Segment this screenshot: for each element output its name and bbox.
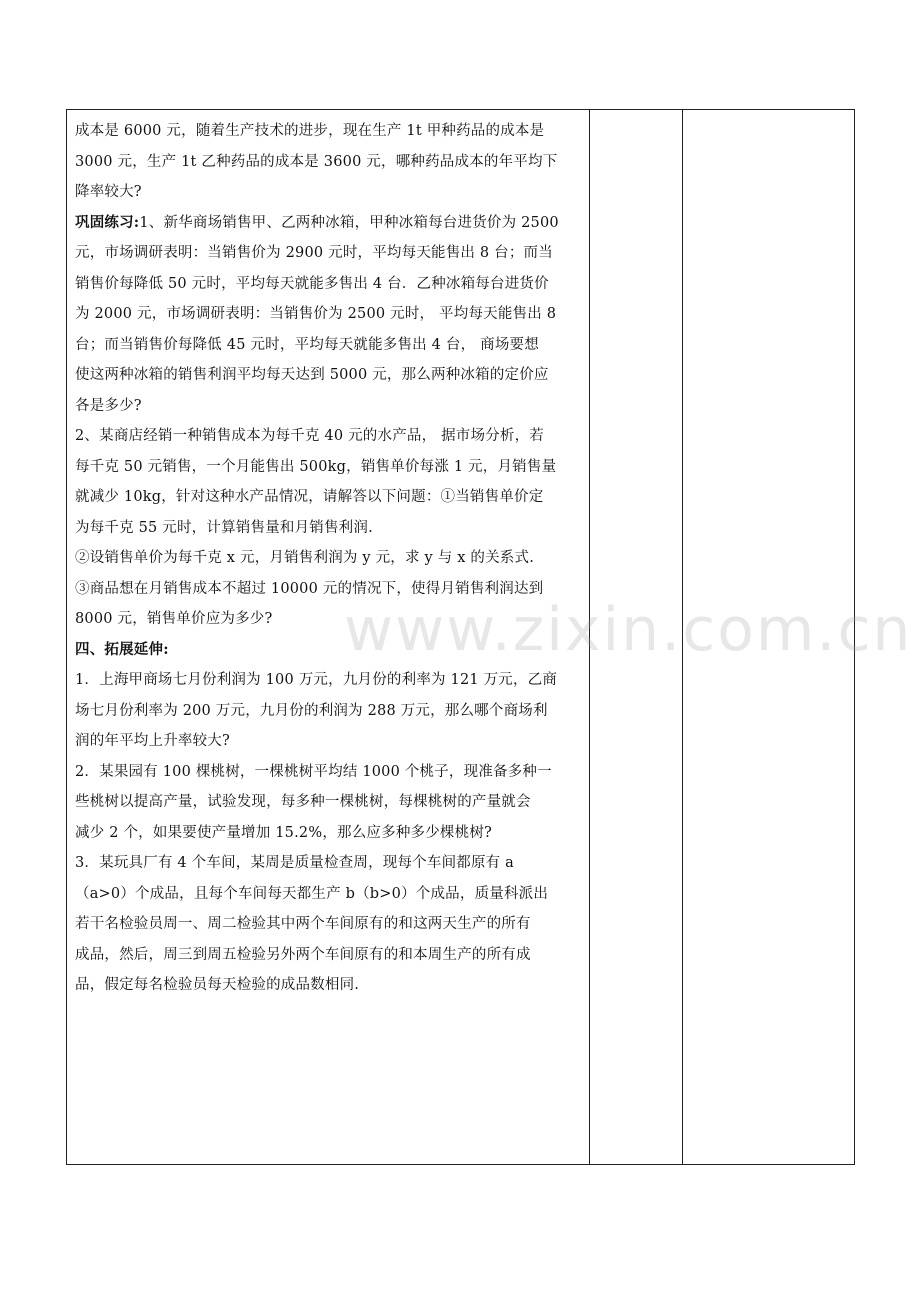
lesson-table [66,109,855,1165]
text-line [75,482,581,513]
text-line [75,604,581,635]
section-heading: 巩固练习: [75,213,140,231]
text-line [75,635,581,666]
line-text: 润的年平均上升率较大? [75,733,230,749]
text-line [75,665,581,696]
text-line [75,879,581,910]
line-text: 品，假定每名检验员每天检验的成品数相同. [75,977,360,993]
line-text: 2．某果园有 100 棵桃树，一棵桃树平均结 1000 个桃子，现准备多种一 [75,763,552,780]
text-block-intro-problem-continued [75,116,581,208]
text-line [75,116,581,147]
blank-notes-cell [683,110,855,1165]
text-line [75,330,581,361]
text-line [75,848,581,879]
text-line [75,208,581,239]
text-line [75,726,581,757]
section-heading: 四、拓展延伸: [75,640,169,658]
text-line [75,269,581,300]
text-line [75,177,581,208]
line-text: 1．上海甲商场七月份利润为 100 万元，九月份的利率为 121 万元，乙商 [75,672,558,688]
text-line [75,543,581,574]
line-text: 1、新华商场销售甲、乙两种冰箱，甲种冰箱每台进货价为 2500 [139,214,559,231]
text-line [75,452,581,483]
text-block-extension [75,635,581,1001]
line-text: 降率较大? [75,184,142,200]
content-body [75,116,581,1001]
blank-column-cell [590,110,683,1165]
line-text: ③商品想在月销售成本不超过 10000 元的情况下，使得月销售利润达到 [75,580,544,597]
line-text: 成品，然后，周三到周五检验另外两个车间原有的和本周生产的所有成 [75,946,531,963]
text-line [75,757,581,788]
line-text: 元，市场调研表明：当销售价为 2900 元时，平均每天能售出 8 台；而当 [75,245,553,261]
line-text: 成本是 6000 元，随着生产技术的进步，现在生产 1t 甲种药品的成本是 [75,123,545,139]
line-text: 3．某玩具厂有 4 个车间，某周是质量检查周，现每个车间都原有 a [75,855,515,871]
table-row [67,110,855,1165]
line-text: ②设销售单价为每千克 x 元，月销售利润为 y 元，求 y 与 x 的关系式. [75,550,535,566]
line-text: 些桃树以提高产量，试验发现，每多种一棵桃树，每棵桃树的产量就会 [75,794,531,810]
text-line [75,421,581,452]
line-text: 为 2000 元，市场调研表明：当销售价为 2500 元时， 平均每天能售出 8 [75,306,557,322]
text-line [75,513,581,544]
watermark-text: www.zixin.com.cn [344,595,913,665]
text-line [75,787,581,818]
text-line [75,940,581,971]
text-line [75,909,581,940]
text-line [75,818,581,849]
line-text: （a>0）个成品，且每个车间每天都生产 b（b>0）个成品，质量科派出 [75,885,549,902]
text-line [75,360,581,391]
text-line [75,299,581,330]
text-line [75,574,581,605]
line-text: 台；而当销售价每降低 45 元时，平均每天就能多售出 4 台， 商场要想 [75,336,539,353]
text-line [75,147,581,178]
text-line [75,238,581,269]
line-text: 为每千克 55 元时，计算销售量和月销售利润. [75,519,373,536]
line-text: 场七月份利率为 200 万元，九月份的利润为 288 万元，那么哪个商场利 [75,702,548,719]
line-text: 3000 元，生产 1t 乙种药品的成本是 3600 元，哪种药品成本的年平均下 [75,153,558,170]
line-text: 就减少 10kg，针对这种水产品情况，请解答以下问题：①当销售单价定 [75,489,544,505]
line-text: 使这两种冰箱的销售利润平均每天达到 5000 元，那么两种冰箱的定价应 [75,367,549,383]
line-text: 减少 2 个，如果要使产量增加 15.2%，那么应多种多少棵桃树? [75,824,492,841]
line-text: 销售价每降低 50 元时，平均每天就能多售出 4 台．乙种冰箱每台进货价 [75,275,549,292]
line-text: 若干名检验员周一、周二检验其中两个车间原有的和这两天生产的所有 [75,916,531,932]
line-text: 2、某商店经销一种销售成本为每千克 40 元的水产品， 据市场分析，若 [75,428,545,444]
content-cell [67,110,590,1165]
text-line [75,970,581,1001]
text-line [75,696,581,727]
text-line [75,391,581,422]
line-text: 每千克 50 元销售，一个月能售出 500kg，销售单价每涨 1 元，月销售量 [75,458,557,475]
line-text: 各是多少? [75,397,142,414]
line-text: 8000 元，销售单价应为多少? [75,611,273,627]
text-block-consolidation-practice [75,208,581,635]
